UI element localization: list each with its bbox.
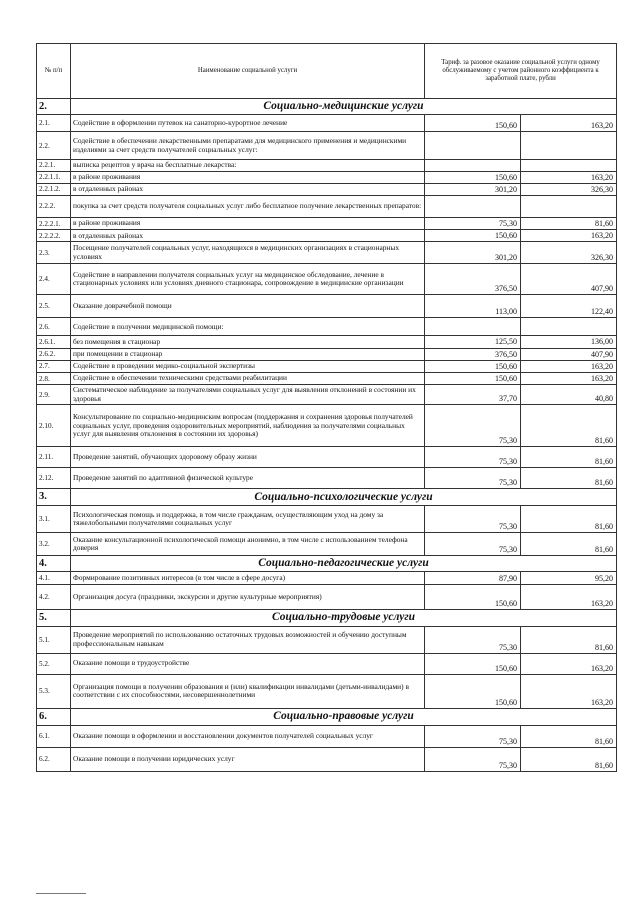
header-tariff: Тариф. за разовое оказание социальной услуги одному обслуживаемому с учетом районного коэффициента к заработной плате, рубли	[425, 44, 617, 99]
section-header-row	[37, 489, 617, 506]
table-row	[37, 626, 617, 653]
tariff-value-2: 163,20	[521, 230, 617, 242]
tariff-table	[36, 43, 617, 772]
table-row	[37, 405, 617, 447]
tariff-value-1: 150,60	[425, 230, 521, 242]
tariff-value-2: 81,60	[521, 447, 617, 468]
section-number: 4.	[37, 556, 71, 572]
table-row	[37, 132, 617, 160]
tariff-value-2: 407,90	[521, 348, 617, 360]
tariff-value-1: 75,30	[425, 626, 521, 653]
row-number: 2.3.	[37, 242, 71, 264]
footer-rule	[36, 893, 86, 894]
section-number: 2.	[37, 99, 71, 115]
service-name: Содействие в проведении медико-социальной экспертизы	[71, 360, 425, 372]
service-name: Проведение занятий, обучающих здоровому образу жизни	[71, 447, 425, 468]
row-number: 3.1.	[37, 506, 71, 533]
row-number: 5.3.	[37, 674, 71, 708]
table-row	[37, 468, 617, 489]
service-name: Оказание помощи в трудоустройстве	[71, 653, 425, 674]
section-title: Социально-правовые услуги	[71, 708, 617, 725]
service-name: Формирование позитивных интересов (в том числе в сфере досуга)	[71, 572, 425, 585]
table-row	[37, 115, 617, 132]
table-row	[37, 585, 617, 610]
row-number: 2.7.	[37, 360, 71, 372]
tariff-value-1: 376,50	[425, 264, 521, 295]
tariff-value-2: 163,20	[521, 373, 617, 385]
tariff-value-2: 40,80	[521, 385, 617, 405]
row-number: 2.2.1.2.	[37, 183, 71, 195]
tariff-value-1: 75,30	[425, 218, 521, 230]
section-header-row	[37, 556, 617, 572]
tariff-value-1	[425, 132, 521, 160]
service-name: Содействие в получении медицинской помощи:	[71, 318, 425, 336]
tariff-value-1: 75,30	[425, 725, 521, 747]
tariff-value-2: 81,60	[521, 626, 617, 653]
tariff-value-2: 163,20	[521, 171, 617, 183]
row-number: 2.2.1.	[37, 160, 71, 172]
tariff-value-2: 163,20	[521, 115, 617, 132]
table-row	[37, 318, 617, 336]
row-number: 2.9.	[37, 385, 71, 405]
tariff-value-2	[521, 160, 617, 172]
tariff-value-1	[425, 196, 521, 218]
service-name: Систематическое наблюдение за получателями социальных услуг для выявления отклонений в состоянии их здоровья	[71, 385, 425, 405]
service-name: Организация помощи в получении образования и (или) квалификации инвалидами (детьми-инвалидами) в соответствии с их способностями, несовершеннолетними	[71, 674, 425, 708]
tariff-value-1	[425, 160, 521, 172]
service-name: Проведение мероприятий по использованию остаточных трудовых возможностей и обучению доступным профессиональным навыкам	[71, 626, 425, 653]
service-name: Оказание помощи в оформлении и восстановлении документов получателей социальных услуг	[71, 725, 425, 747]
service-name: Организация досуга (праздники, экскурсии и другие культурные мероприятия)	[71, 585, 425, 610]
row-number: 2.2.2.1.	[37, 218, 71, 230]
table-row	[37, 506, 617, 533]
service-name: Проведение занятий по адаптивной физической культуре	[71, 468, 425, 489]
tariff-value-1: 150,60	[425, 653, 521, 674]
table-row	[37, 674, 617, 708]
table-row	[37, 196, 617, 218]
table-row	[37, 447, 617, 468]
row-number: 6.1.	[37, 725, 71, 747]
service-name: Содействие в обеспечении техническими средствами реабилитации	[71, 373, 425, 385]
tariff-value-2: 326,30	[521, 183, 617, 195]
tariff-value-1: 150,60	[425, 115, 521, 132]
header-service-name: Наименование социальной услуги	[71, 44, 425, 99]
row-number: 2.5.	[37, 295, 71, 318]
tariff-value-1: 75,30	[425, 447, 521, 468]
service-name: без помещения в стационар	[71, 336, 425, 348]
tariff-value-2: 81,60	[521, 405, 617, 447]
tariff-value-2: 163,20	[521, 360, 617, 372]
table-row	[37, 373, 617, 385]
section-number: 3.	[37, 489, 71, 506]
section-title: Социально-педагогические услуги	[71, 556, 617, 572]
row-number: 2.11.	[37, 447, 71, 468]
tariff-value-1: 301,20	[425, 242, 521, 264]
tariff-value-2: 163,20	[521, 653, 617, 674]
tariff-value-2: 163,20	[521, 674, 617, 708]
table-row	[37, 183, 617, 195]
section-number: 5.	[37, 610, 71, 626]
row-number: 2.6.2.	[37, 348, 71, 360]
tariff-value-2: 122,40	[521, 295, 617, 318]
service-name: Консультирование по социально-медицинским вопросам (поддержания и сохранения здоровья получателей социальных услуг, проведения оздоровительных мероприятий, наблюдения за получателями социальных услуг для выявления отклонения в состоянии их здоровья)	[71, 405, 425, 447]
section-title: Социально-трудовые услуги	[71, 610, 617, 626]
row-number: 2.1.	[37, 115, 71, 132]
service-name: в отдаленных районах	[71, 183, 425, 195]
row-number: 2.12.	[37, 468, 71, 489]
table-row	[37, 360, 617, 372]
row-number: 4.2.	[37, 585, 71, 610]
service-name: Психологическая помощь и поддержка, в том числе гражданам, осуществляющим уход на дому за тяжелобольными получателями социальных услуг	[71, 506, 425, 533]
tariff-value-1: 150,60	[425, 373, 521, 385]
tariff-value-2: 81,60	[521, 218, 617, 230]
section-number: 6.	[37, 708, 71, 725]
tariff-value-2: 81,60	[521, 506, 617, 533]
tariff-value-2: 407,90	[521, 264, 617, 295]
tariff-value-2	[521, 196, 617, 218]
row-number: 3.2.	[37, 533, 71, 556]
row-number: 2.2.2.2.	[37, 230, 71, 242]
service-name: в районе проживания	[71, 218, 425, 230]
table-row	[37, 533, 617, 556]
tariff-value-2: 81,60	[521, 468, 617, 489]
table-row	[37, 572, 617, 585]
tariff-value-1: 150,60	[425, 171, 521, 183]
tariff-value-1: 75,30	[425, 468, 521, 489]
section-header-row	[37, 708, 617, 725]
table-row	[37, 348, 617, 360]
service-name: Содействие в обеспечении лекарственными препаратами для медицинского применения и медицинскими изделиями за счет средств получателей социальных услуг:	[71, 132, 425, 160]
tariff-value-2: 326,30	[521, 242, 617, 264]
service-name: Посещение получателей социальных услуг, находящихся в медицинских организациях в стационарных условиях	[71, 242, 425, 264]
table-row	[37, 171, 617, 183]
tariff-value-1: 376,50	[425, 348, 521, 360]
row-number: 2.2.	[37, 132, 71, 160]
service-name: Содействие в направлении получателя социальных услуг на медицинское обследование, лечение в стационарных условиях или условиях дневного стационара, сопровождение в медицинские организации	[71, 264, 425, 295]
row-number: 2.8.	[37, 373, 71, 385]
section-title: Социально-медицинские услуги	[71, 99, 617, 115]
tariff-value-1: 75,30	[425, 533, 521, 556]
service-name: Оказание доврачебной помощи	[71, 295, 425, 318]
row-number: 5.2.	[37, 653, 71, 674]
service-name: покупка за счет средств получателя социальных услуг либо бесплатное получение лекарственных препаратов:	[71, 196, 425, 218]
row-number: 2.4.	[37, 264, 71, 295]
tariff-value-1: 75,30	[425, 506, 521, 533]
table-row	[37, 264, 617, 295]
tariff-value-1	[425, 318, 521, 336]
tariff-value-2: 136,00	[521, 336, 617, 348]
row-number: 2.6.	[37, 318, 71, 336]
row-number: 4.1.	[37, 572, 71, 585]
table-row	[37, 230, 617, 242]
service-name: Содействие в оформлении путевок на санаторно-курортное лечение	[71, 115, 425, 132]
table-row	[37, 218, 617, 230]
service-name: Оказание консультационной психологической помощи анонимно, в том числе с использованием телефона доверия	[71, 533, 425, 556]
tariff-value-1: 125,50	[425, 336, 521, 348]
row-number: 2.10.	[37, 405, 71, 447]
table-row	[37, 747, 617, 771]
tariff-value-1: 301,20	[425, 183, 521, 195]
row-number: 6.2.	[37, 747, 71, 771]
table-header-row	[37, 44, 617, 99]
section-header-row	[37, 99, 617, 115]
tariff-value-1: 113,00	[425, 295, 521, 318]
header-number: № п/п	[37, 44, 71, 99]
table-row	[37, 295, 617, 318]
table-row	[37, 242, 617, 264]
tariff-value-2: 81,60	[521, 533, 617, 556]
service-name: при помещении в стационар	[71, 348, 425, 360]
tariff-value-2: 95,20	[521, 572, 617, 585]
table-row	[37, 160, 617, 172]
tariff-value-1: 150,60	[425, 585, 521, 610]
table-row	[37, 336, 617, 348]
tariff-value-1: 75,30	[425, 747, 521, 771]
row-number: 2.2.2.	[37, 196, 71, 218]
row-number: 2.6.1.	[37, 336, 71, 348]
table-row	[37, 653, 617, 674]
section-title: Социально-психологические услуги	[71, 489, 617, 506]
row-number: 5.1.	[37, 626, 71, 653]
tariff-value-2	[521, 132, 617, 160]
tariff-value-1: 150,60	[425, 674, 521, 708]
tariff-value-2: 81,60	[521, 725, 617, 747]
section-header-row	[37, 610, 617, 626]
tariff-value-1: 150,60	[425, 360, 521, 372]
table-row	[37, 725, 617, 747]
table-row	[37, 385, 617, 405]
service-name: выписка рецептов у врача на бесплатные лекарства:	[71, 160, 425, 172]
tariff-value-1: 75,30	[425, 405, 521, 447]
service-name: в районе проживания	[71, 171, 425, 183]
service-name: в отдаленных районах	[71, 230, 425, 242]
service-name: Оказание помощи в получении юридических услуг	[71, 747, 425, 771]
tariff-value-2	[521, 318, 617, 336]
tariff-value-1: 87,90	[425, 572, 521, 585]
row-number: 2.2.1.1.	[37, 171, 71, 183]
tariff-value-2: 81,60	[521, 747, 617, 771]
tariff-value-2: 163,20	[521, 585, 617, 610]
tariff-value-1: 37,70	[425, 385, 521, 405]
